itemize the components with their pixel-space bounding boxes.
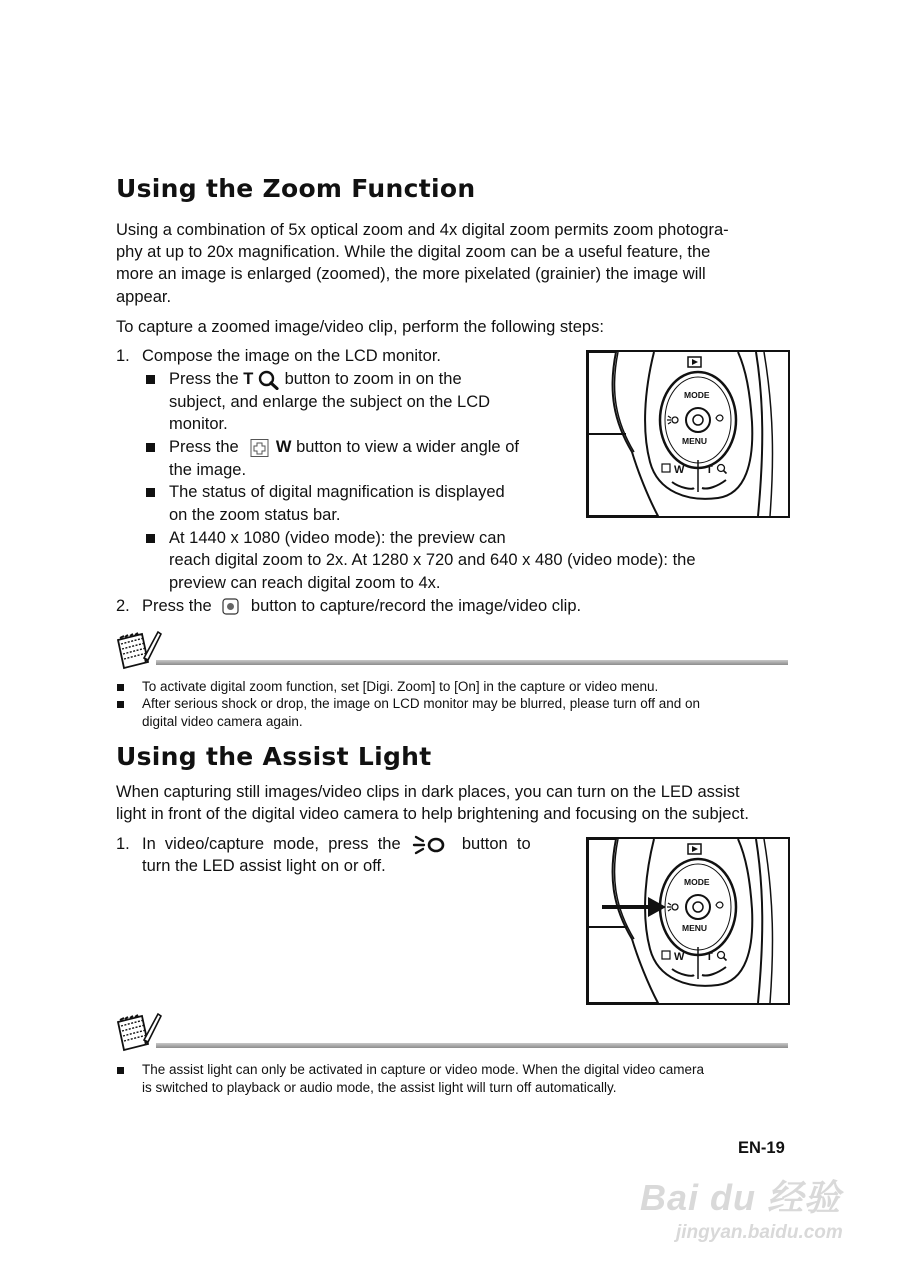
camera-control-illustration-zoom bbox=[586, 350, 790, 518]
note-divider bbox=[156, 1043, 788, 1048]
step2-post: button to capture/record the image/video clip. bbox=[250, 597, 582, 615]
bullet-2-line-1 bbox=[169, 436, 519, 459]
w-key-label: W bbox=[674, 951, 685, 963]
assist-note-1-cont: is switched to playback or audio mode, the assist light will turn off automatically. bbox=[142, 1080, 617, 1095]
bullet-square bbox=[146, 488, 155, 497]
step-number: 2. bbox=[116, 597, 130, 615]
wide-angle-icon bbox=[249, 438, 271, 458]
press-the-label: Press the bbox=[169, 438, 239, 456]
tele-key-label: T bbox=[243, 370, 254, 388]
note-bullet bbox=[117, 1067, 124, 1074]
bullet-1-line-2: subject, and enlarge the subject on the LCD bbox=[169, 393, 491, 411]
note-divider bbox=[156, 660, 788, 665]
watermark-url: jingyan.baidu.com bbox=[676, 1222, 843, 1243]
bullet-3-line-1: The status of digital magnification is displayed bbox=[169, 483, 505, 501]
assist-step1-pre: In video/capture mode, press the bbox=[142, 835, 401, 853]
assist-step1-post: button to bbox=[461, 835, 531, 853]
bullet-1-post: button to zoom in on the bbox=[284, 370, 462, 388]
magnifier-icon bbox=[258, 370, 280, 390]
assist-section-title: Using the Assist Light bbox=[116, 742, 432, 771]
bullet-4-line-1: At 1440 x 1080 (video mode): the preview can bbox=[169, 529, 506, 547]
zoom-intro-line-4: appear. bbox=[116, 288, 172, 306]
zoom-note-1: To activate digital zoom function, set [Digi. Zoom] to [On] in the capture or video menu. bbox=[142, 679, 659, 694]
watermark-brand: Bai du 经验 bbox=[640, 1177, 842, 1218]
note-pad-icon bbox=[114, 628, 162, 672]
note-bullet bbox=[117, 684, 124, 691]
assist-intro-line-2: light in front of the digital video camera to help brightening and focusing on the subject. bbox=[116, 805, 749, 823]
assist-light-icon bbox=[411, 835, 451, 855]
t-key-label: T bbox=[706, 951, 713, 963]
camera-control-illustration-assist bbox=[586, 837, 790, 1005]
zoom-note-2: After serious shock or drop, the image on LCD monitor may be blurred, please turn off and on bbox=[142, 696, 701, 711]
mode-label: MODE bbox=[684, 877, 710, 887]
assist-step1-line-2: turn the LED assist light on or off. bbox=[142, 857, 386, 875]
shutter-button-icon bbox=[220, 597, 242, 617]
w-key-label: W bbox=[674, 464, 685, 476]
bullet-3-line-2: on the zoom status bar. bbox=[169, 506, 341, 524]
zoom-intro-line-3: more an image is enlarged (zoomed), the more pixelated (grainier) the image will bbox=[116, 265, 706, 283]
bullet-1-line-3: monitor. bbox=[169, 415, 228, 433]
camera-drawing bbox=[588, 352, 788, 516]
note-pad-icon bbox=[114, 1010, 162, 1054]
zoom-section-title: Using the Zoom Function bbox=[116, 174, 476, 203]
bullet-square bbox=[146, 375, 155, 384]
zoom-steps-intro: To capture a zoomed image/video clip, perform the following steps: bbox=[116, 318, 604, 336]
page-number: EN-19 bbox=[738, 1139, 785, 1157]
note-bullet bbox=[117, 701, 124, 708]
assist-intro-line-1: When capturing still images/video clips in dark places, you can turn on the LED assist bbox=[116, 783, 740, 801]
bullet-4-line-2: reach digital zoom to 2x. At 1280 x 720 and 640 x 480 (video mode): the bbox=[169, 551, 696, 569]
menu-label: MENU bbox=[682, 436, 708, 446]
step1-text: Compose the image on the LCD monitor. bbox=[142, 347, 441, 365]
assist-note-1: The assist light can only be activated in capture or video mode. When the digital video camera bbox=[142, 1062, 705, 1077]
bullet-square bbox=[146, 534, 155, 543]
bullet-2-line-2: the image. bbox=[169, 461, 247, 479]
menu-label: MENU bbox=[682, 923, 708, 933]
step-number: 1. bbox=[116, 347, 130, 365]
bullet-4-line-3: preview can reach digital zoom to 4x. bbox=[169, 574, 441, 592]
press-the-label: Press the bbox=[169, 370, 239, 388]
step2-text bbox=[142, 595, 581, 618]
bullet-1-line-1 bbox=[169, 368, 462, 391]
bullet-2-post: button to view a wider angle of bbox=[296, 438, 519, 456]
t-key-label: T bbox=[706, 464, 713, 476]
bullet-square bbox=[146, 443, 155, 452]
step-number: 1. bbox=[116, 835, 130, 853]
press-the-label: Press the bbox=[142, 597, 212, 615]
wide-key-label: W bbox=[275, 438, 292, 456]
zoom-intro-line-1: Using a combination of 5x optical zoom and 4x digital zoom permits zoom photogra- bbox=[116, 221, 729, 239]
zoom-note-2-cont: digital video camera again. bbox=[142, 714, 303, 729]
zoom-intro-line-2: phy at up to 20x magnification. While the digital zoom can be a useful feature, the bbox=[116, 243, 711, 261]
camera-drawing bbox=[588, 839, 788, 1003]
mode-label: MODE bbox=[684, 390, 710, 400]
assist-step1-line-1 bbox=[142, 833, 531, 856]
